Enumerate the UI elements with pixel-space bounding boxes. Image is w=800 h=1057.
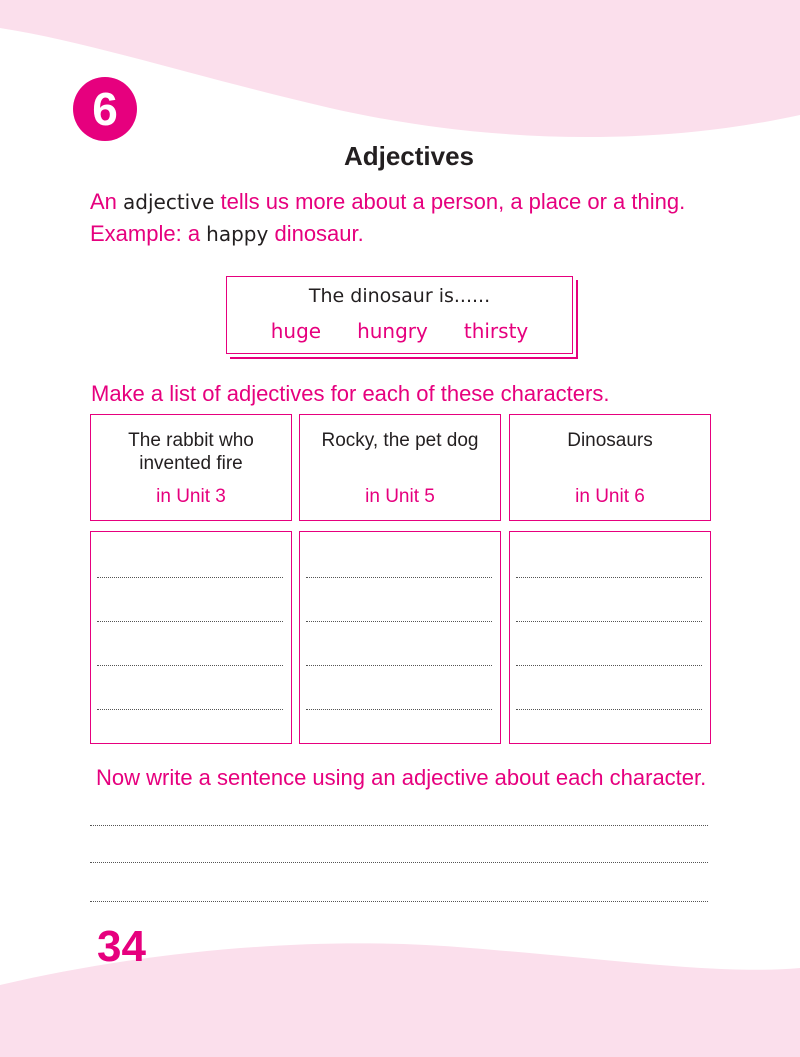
adjective-list-box-rocky[interactable]	[299, 531, 501, 744]
example-words	[227, 319, 572, 343]
sentence-prompt: Now write a sentence using an adjective about each character.	[96, 765, 707, 790]
character-name: The rabbit who invented fire	[128, 430, 254, 474]
writing-line[interactable]	[306, 621, 492, 622]
writing-line[interactable]	[306, 577, 492, 578]
character-unit: in Unit 6	[575, 486, 645, 507]
writing-line[interactable]	[516, 621, 702, 622]
writing-line[interactable]	[516, 709, 702, 710]
sentence-writing-line[interactable]	[90, 825, 708, 826]
writing-line[interactable]	[306, 665, 492, 666]
sentence-writing-line[interactable]	[90, 901, 708, 902]
adjective-list-box-dinosaurs[interactable]	[509, 531, 711, 744]
example-box	[226, 276, 573, 354]
character-box-rabbit	[90, 414, 292, 521]
writing-line[interactable]	[97, 665, 283, 666]
page-number: 34	[97, 922, 146, 971]
writing-line[interactable]	[516, 665, 702, 666]
example-word: huge	[270, 319, 322, 343]
writing-line[interactable]	[97, 577, 283, 578]
intro-part-1: An	[90, 189, 124, 214]
character-name: Rocky, the pet dog	[321, 430, 479, 451]
character-name: Dinosaurs	[567, 430, 653, 451]
intro-part-2: tells us more about a person, a place or a thing. Example: a	[90, 189, 686, 246]
writing-line[interactable]	[306, 709, 492, 710]
intro-text	[90, 186, 730, 250]
writing-line[interactable]	[97, 709, 283, 710]
list-instruction: Make a list of adjectives for each of these characters.	[91, 381, 610, 406]
page-title: Adjectives	[343, 141, 475, 171]
sentence-writing-line[interactable]	[90, 862, 708, 863]
unit-number-badge: 6	[73, 77, 137, 141]
example-word: thirsty	[463, 319, 529, 343]
character-unit: in Unit 5	[365, 486, 435, 507]
writing-line[interactable]	[97, 621, 283, 622]
character-box-dinosaurs	[509, 414, 711, 521]
character-unit: in Unit 3	[156, 486, 226, 507]
intro-word-happy: happy	[206, 222, 269, 246]
adjective-list-box-rabbit[interactable]	[90, 531, 292, 744]
example-stem: The dinosaur is......	[308, 285, 491, 307]
writing-line[interactable]	[516, 577, 702, 578]
intro-part-3: dinosaur.	[268, 221, 364, 246]
character-box-rocky	[299, 414, 501, 521]
intro-word-adjective: adjective	[123, 190, 215, 214]
example-word: hungry	[357, 319, 428, 343]
